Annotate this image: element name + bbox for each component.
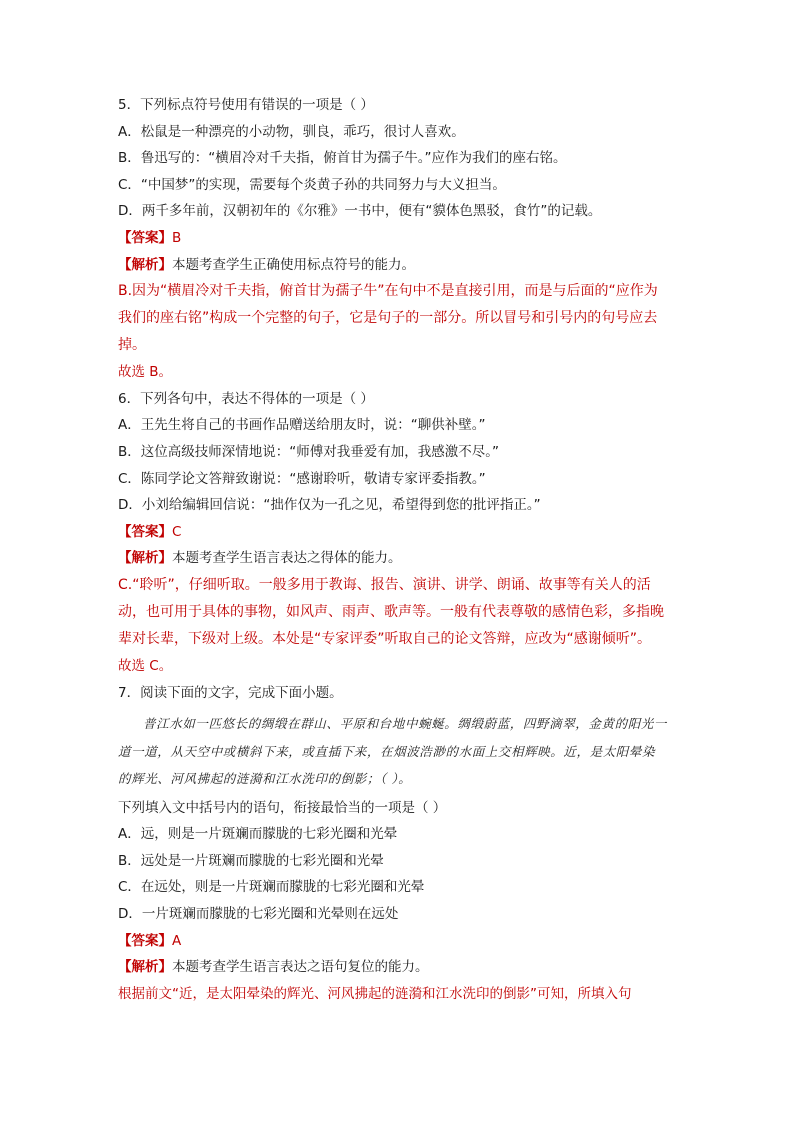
q6-conclusion: 故选 C。 [118, 657, 173, 674]
q7-analysis [118, 954, 668, 981]
q5-stem: 5．下列标点符号使用有错误的一项是（ ） [118, 97, 374, 113]
q5-option-d: D．两千多年前，汉朝初年的《尔雅》一书中，便有“貘体色黑驳，食竹”的记载。 [118, 203, 602, 220]
q6-stem: 6．下列各句中，表达不得体的一项是（ ） [118, 390, 374, 407]
q7-answer [118, 928, 668, 955]
analysis-label: 【解析】 [118, 959, 172, 976]
answer-label: 【答案】 [118, 932, 172, 949]
q7-option-a: A．远，则是一片斑斓而朦胧的七彩光圈和光晕 [118, 826, 398, 843]
q7-sub-stem: 下列填入文中括号内的语句，衔接最恰当的一项是（ ） [118, 799, 447, 816]
q7-option-d: D．一片斑斓而朦胧的七彩光圈和光晕则在远处 [118, 905, 399, 922]
q5-option-b: B．鲁迅写的：“横眉冷对千夫指，俯首甘为孺子牛。”应作为我们的座右铭。 [118, 150, 567, 167]
answer-value: C [172, 523, 182, 540]
q7-stem: 7．阅读下面的文字，完成下面小题。 [118, 684, 343, 701]
q7-option-b: B．远处是一片斑斓而朦胧的七彩光圈和光晕 [118, 852, 384, 869]
analysis-text: 本题考查学生语言表达之语句复位的能力。 [172, 959, 429, 976]
q5-explanation: B.因为“横眉冷对千夫指，俯首甘为孺子牛”在句中不是直接引用，而是与后面的“应作为我们的座右铭”构成一个完整的句子，它是句子的一部分。所以冒号和引号内的句号应去掉。 [118, 283, 658, 354]
q7-passage: 普江水如一匹悠长的绸缎在群山、平原和台地中蜿蜒。绸缎蔚蓝，四野滴翠，金黄的阳光一道一道，从天空中或横斜下来，或直插下来，在烟波浩渺的水面上交相辉映。近，是太阳晕染的辉光、河风拂起的涟漪和江水洗印的倒影；（ ）。 [118, 716, 668, 787]
q7-option-c: C．在远处，则是一片斑斓而朦胧的七彩光圈和光晕 [118, 879, 425, 896]
q6-answer [118, 519, 668, 546]
analysis-label: 【解析】 [118, 550, 172, 567]
answer-value: A [172, 932, 182, 949]
analysis-label: 【解析】 [118, 256, 172, 273]
q5-conclusion: 故选 B。 [118, 364, 173, 381]
q6-option-d: D．小刘给编辑回信说：“拙作仅为一孔之见，希望得到您的批评指正。” [118, 497, 541, 514]
q6-explanation: C.“聆听”，仔细听取。一般多用于教诲、报告、演讲、讲学、朗诵、故事等有关人的活动，也可用于具体的事物，如风声、雨声、歌声等。一般有代表尊敬的感情色彩，多指晚辈对长辈，下级对上级。本处是“专家评委”听取自己的论文答辩，应改为“感谢倾听”。 [118, 576, 664, 647]
q5-analysis [118, 252, 668, 279]
q6-option-a: A．王先生将自己的书画作品赠送给朋友时，说：“聊供补壁。” [118, 417, 486, 434]
q5-answer [118, 225, 668, 252]
q5-option-a: A．松鼠是一种漂亮的小动物，驯良，乖巧，很讨人喜欢。 [118, 123, 465, 140]
q7-explanation: 根据前文“近，是太阳晕染的辉光、河风拂起的涟漪和江水洗印的倒影”可知，所填入句 [118, 985, 632, 1002]
answer-value: B [172, 229, 182, 246]
document-page [118, 92, 668, 1007]
q5-option-c: C．“中国梦”的实现，需要每个炎黄子孙的共同努力与大义担当。 [118, 176, 506, 193]
analysis-text: 本题考查学生正确使用标点符号的能力。 [172, 256, 415, 273]
q6-analysis [118, 545, 668, 572]
answer-label: 【答案】 [118, 229, 172, 246]
analysis-text: 本题考查学生语言表达之得体的能力。 [172, 550, 402, 567]
answer-label: 【答案】 [118, 523, 172, 540]
q6-option-b: B．这位高级技师深情地说：“师傅对我垂爱有加，我感激不尽。” [118, 443, 499, 460]
q6-option-c: C．陈同学论文答辩致谢说：“感谢聆听，敬请专家评委指教。” [118, 470, 486, 487]
